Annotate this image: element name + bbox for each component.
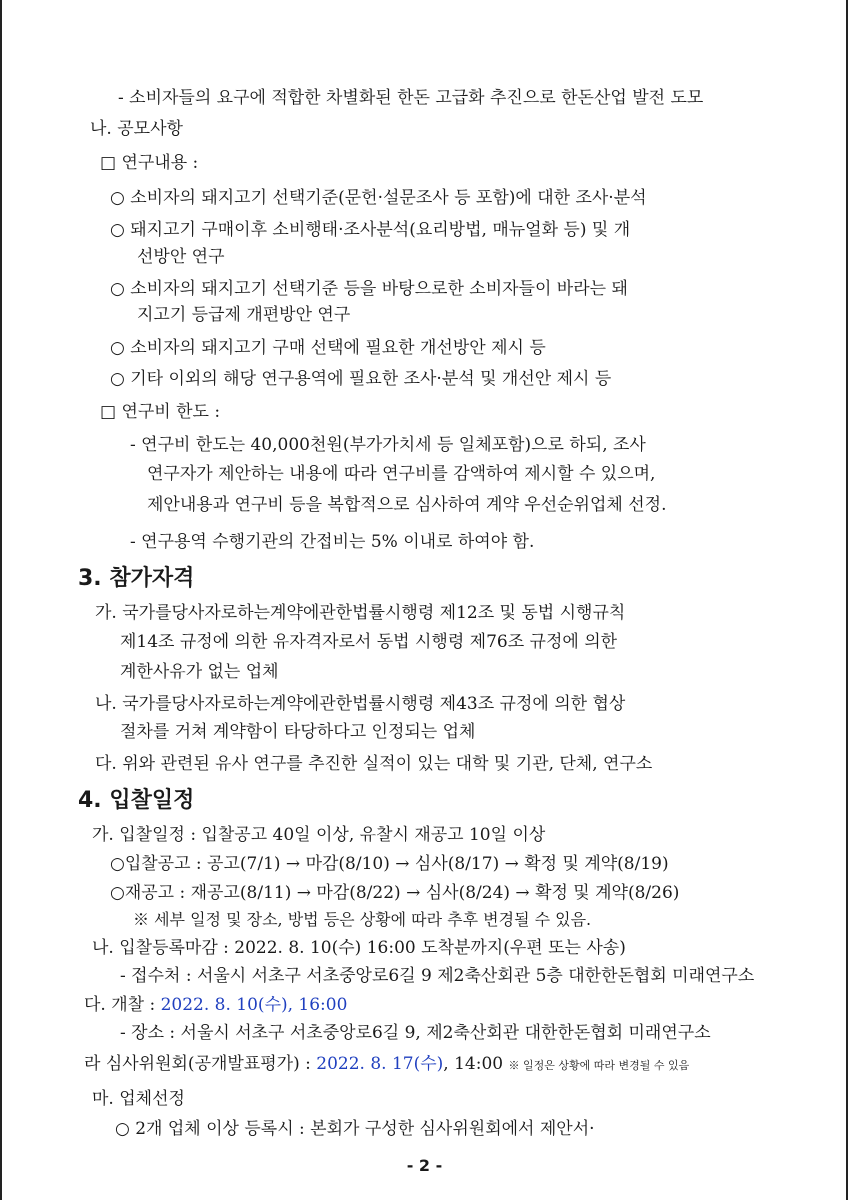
- reception-address: - 접수처 : 서울시 서초구 서초중앙로6길 9 제2축산회관 5층 대한한돈협회 미래연구소: [120, 966, 755, 986]
- research-content-label: □ 연구내용 :: [100, 153, 199, 173]
- eligibility-item-cont: 제14조 규정에 의한 유자격자로서 동법 시행령 제76조 규정에 의한: [120, 632, 618, 652]
- list-item: ○ 소비자의 돼지고기 구매 선택에 필요한 개선방안 제시 등: [110, 338, 546, 358]
- page-border-left: [0, 0, 2, 1200]
- budget-text: - 연구비 한도는 40,000천원(부가가치세 등 일체포함)으로 하되, 조사: [130, 435, 646, 455]
- schedule-item: 가. 입찰일정 : 입찰공고 40일 이상, 유찰시 재공고 10일 이상: [92, 825, 546, 845]
- vendor-selection-item: ○ 2개 업체 이상 등록시 : 본회가 구성한 심사위원회에서 제안서·: [115, 1119, 595, 1139]
- eligibility-item-cont: 절차를 거쳐 계약함이 타당하다고 인정되는 업체: [120, 722, 476, 742]
- text-line: - 소비자들의 요구에 적합한 차별화된 한돈 고급화 추진으로 한돈산업 발전 도모: [118, 88, 704, 108]
- list-item-cont: 선방안 연구: [137, 247, 225, 267]
- budget-label: □ 연구비 한도 :: [100, 402, 221, 422]
- review-date: 2022. 8. 17(수): [316, 1054, 444, 1074]
- budget-text: 제안내용과 연구비 등을 복합적으로 심사하여 계약 우선순위업체 선정.: [147, 495, 667, 515]
- review-committee-line: [84, 1053, 689, 1077]
- list-item: ○ 소비자의 돼지고기 선택기준(문헌·설문조사 등 포함)에 대한 조사·분석: [110, 188, 647, 208]
- vendor-selection-heading: 마. 업체선정: [92, 1089, 185, 1109]
- schedule-note: ※ 세부 일정 및 장소, 방법 등은 상황에 따라 추후 변경될 수 있음.: [133, 910, 592, 929]
- section-heading-b: 나. 공모사항: [90, 119, 183, 139]
- review-label: 라 심사위원회(공개발표평가) :: [84, 1054, 317, 1074]
- schedule-sub: ○입찰공고 : 공고(7/1) → 마감(8/10) → 심사(8/17) → 확정 및 계약(8/19): [110, 854, 669, 874]
- opening-date: 2022. 8. 10(수), 16:00: [160, 995, 348, 1015]
- budget-text: 연구자가 제안하는 내용에 따라 연구비를 감액하여 제시할 수 있으며,: [147, 464, 656, 484]
- eligibility-item-cont: 계한사유가 없는 업체: [120, 662, 279, 682]
- list-item-cont: 지고기 등급제 개편방안 연구: [137, 305, 351, 325]
- section-title-3: 3. 참가자격: [78, 566, 195, 591]
- review-note: ※ 일정은 상황에 따라 변경될 수 있음: [508, 1059, 690, 1072]
- list-item: ○ 소비자의 돼지고기 선택기준 등을 바탕으로한 소비자들이 바라는 돼: [110, 279, 628, 299]
- page-border-right: [846, 0, 848, 1200]
- schedule-sub: ○재공고 : 재공고(8/11) → 마감(8/22) → 심사(8/24) → 확정 및 계약(8/26): [110, 883, 680, 903]
- eligibility-item: 다. 위와 관련된 유사 연구를 추진한 실적이 있는 대학 및 기관, 단체, 연구소: [95, 754, 653, 774]
- eligibility-item: 나. 국가를당사자로하는계약에관한법률시행령 제43조 규정에 의한 협상: [95, 694, 626, 714]
- section-title-4: 4. 입찰일정: [78, 788, 195, 813]
- review-time: , 14:00: [443, 1054, 509, 1074]
- indirect-cost-text: - 연구용역 수행기관의 간접비는 5% 이내로 하여야 함.: [130, 532, 535, 552]
- opening-line: [84, 994, 347, 1016]
- list-item: ○ 기타 이외의 해당 연구용역에 필요한 조사·분석 및 개선안 제시 등: [110, 369, 612, 389]
- list-item: ○ 돼지고기 구매이후 소비행태·조사분석(요리방법, 매뉴얼화 등) 및 개: [110, 220, 631, 240]
- eligibility-item: 가. 국가를당사자로하는계약에관한법률시행령 제12조 및 동법 시행규칙: [95, 603, 626, 623]
- opening-label: 다. 개찰 :: [84, 995, 161, 1015]
- venue-address: - 장소 : 서울시 서초구 서초중앙로6길 9, 제2축산회관 대한한돈협회 미래연구소: [120, 1023, 711, 1043]
- registration-deadline: 나. 입찰등록마감 : 2022. 8. 10(수) 16:00 도착분까지(우편 또는 사송): [92, 938, 626, 958]
- page-number: - 2 -: [406, 1156, 443, 1175]
